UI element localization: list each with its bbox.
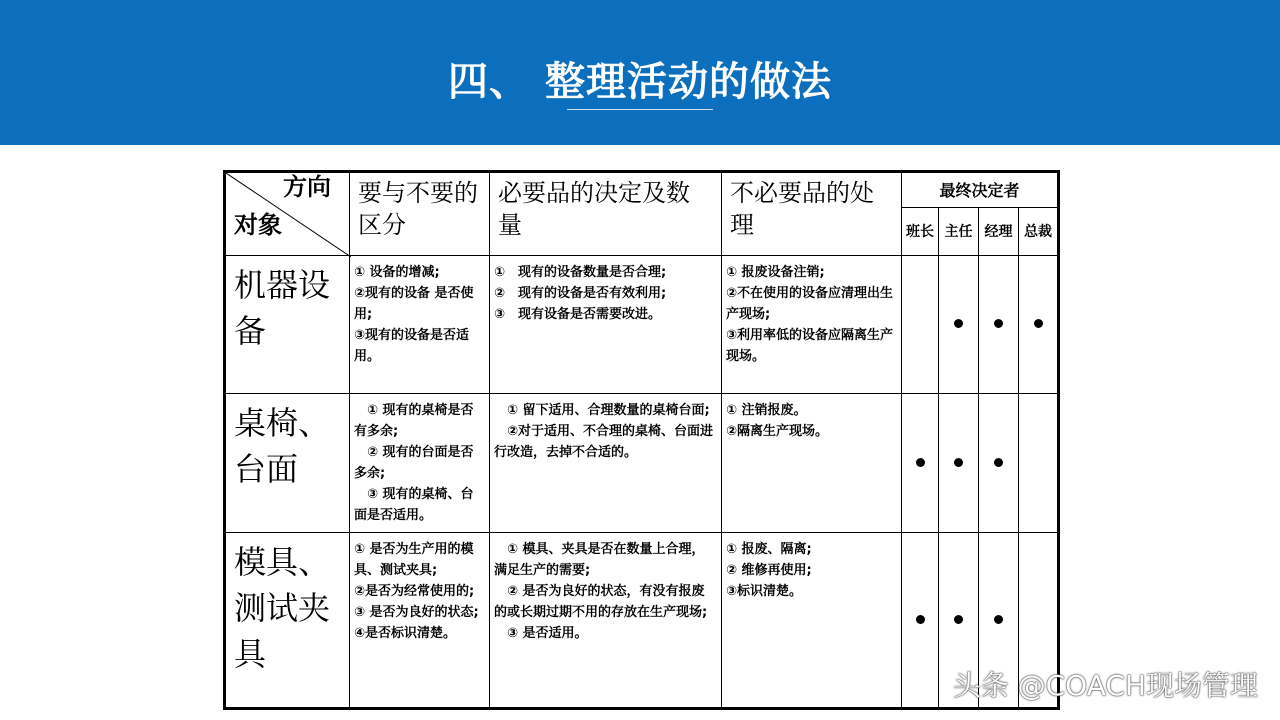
sorting-activity-table: [223, 170, 1060, 710]
cell-line: ③ 是否适用。: [494, 626, 588, 641]
decider-cell: [939, 394, 979, 533]
cell-c2: [490, 256, 722, 394]
cell-line: ③标识清楚。: [726, 584, 803, 599]
cell-line: ④是否标识清楚。: [354, 626, 457, 641]
cell-c3: [722, 256, 902, 394]
decider-cell: [979, 256, 1019, 394]
cell-line: ① 现有的桌椅是否有多余;: [354, 403, 474, 439]
corner-header: [225, 172, 350, 256]
cell-line: ① 留下适用、合理数量的桌椅台面;: [494, 403, 710, 418]
cell-line: ③ 现有的桌椅、台面是否适用。: [354, 487, 474, 523]
bullet-mark-icon: [1034, 319, 1043, 328]
title-underline: [567, 109, 713, 110]
bullet-mark-icon: [916, 615, 925, 624]
column-header: 不必要品的处理: [722, 172, 902, 256]
bullet-mark-icon: [916, 458, 925, 467]
cell-line: ① 报废设备注销;: [726, 265, 825, 280]
cell-line: ②不在使用的设备应清理出生产现场;: [726, 286, 894, 322]
corner-direction: 方向: [283, 173, 331, 201]
row-object: 桌椅、台面: [225, 394, 350, 533]
cell-line: ③ 是否为良好的状态;: [354, 605, 479, 620]
cell-c1: [350, 533, 490, 709]
cell-line: ③利用率低的设备应隔离生产现场。: [726, 328, 894, 364]
decider-header: 经理: [979, 208, 1019, 256]
cell-line: ② 是否为良好的状态，有没有报废的或长期过期不用的存放在生产现场;: [494, 584, 708, 620]
cell-line: ① 注销报废。: [726, 403, 807, 418]
bullet-mark-icon: [954, 615, 963, 624]
cell-line: ②对于适用、不合理的桌椅、台面进行改造，去掉不合适的。: [494, 424, 714, 460]
cell-line: ① 是否为生产用的模具、测试夹具;: [354, 542, 474, 578]
watermark: 头条 @COACH现场管理: [952, 669, 1258, 702]
cell-line: ② 现有的设备是否有效利用;: [494, 286, 667, 301]
bullet-mark-icon: [994, 615, 1003, 624]
corner-object: 对象: [234, 211, 282, 239]
decider-cell: [1019, 394, 1059, 533]
bullet-mark-icon: [954, 319, 963, 328]
cell-line: ① 报废、隔离;: [726, 542, 812, 557]
table-row: [225, 394, 1059, 533]
cell-line: ②现有的设备 是否使用;: [354, 286, 474, 322]
cell-line: ② 现有的台面是否多余;: [354, 445, 474, 481]
row-object: 机器设备: [225, 256, 350, 394]
decider-header: 班长: [902, 208, 939, 256]
decider-cell: [902, 533, 939, 709]
cell-c3: [722, 533, 902, 709]
bullet-mark-icon: [994, 319, 1003, 328]
bullet-mark-icon: [994, 458, 1003, 467]
decider-cell: [1019, 256, 1059, 394]
cell-line: ③ 现有设备是否需要改进。: [494, 307, 662, 322]
cell-line: ② 维修再使用;: [726, 563, 812, 578]
cell-c2: [490, 394, 722, 533]
cell-c1: [350, 394, 490, 533]
cell-line: ① 设备的增减;: [354, 265, 440, 280]
decider-cell: [979, 394, 1019, 533]
cell-line: ②隔离生产现场。: [726, 424, 829, 439]
row-object: 模具、测试夹具: [225, 533, 350, 709]
decider-cell: [939, 256, 979, 394]
cell-c1: [350, 256, 490, 394]
cell-c2: [490, 533, 722, 709]
table-row: [225, 256, 1059, 394]
decider-cell: [902, 256, 939, 394]
decider-header: 总裁: [1019, 208, 1059, 256]
decider-cell: [902, 394, 939, 533]
cell-c3: [722, 394, 902, 533]
cell-line: ① 模具、夹具是否在数量上合理，满足生产的需要;: [494, 542, 705, 578]
column-header: 要与不要的区分: [350, 172, 490, 256]
cell-line: ②是否为经常使用的;: [354, 584, 475, 599]
column-header: 必要品的决定及数量: [490, 172, 722, 256]
page-title: 四、 整理活动的做法: [448, 59, 832, 105]
bullet-mark-icon: [954, 458, 963, 467]
cell-line: ③现有的设备是否适用。: [354, 328, 470, 364]
table-row: [225, 533, 1059, 709]
decider-header: 主任: [939, 208, 979, 256]
final-decider-header: 最终决定者: [902, 172, 1059, 208]
cell-line: ① 现有的设备数量是否合理;: [494, 265, 667, 280]
